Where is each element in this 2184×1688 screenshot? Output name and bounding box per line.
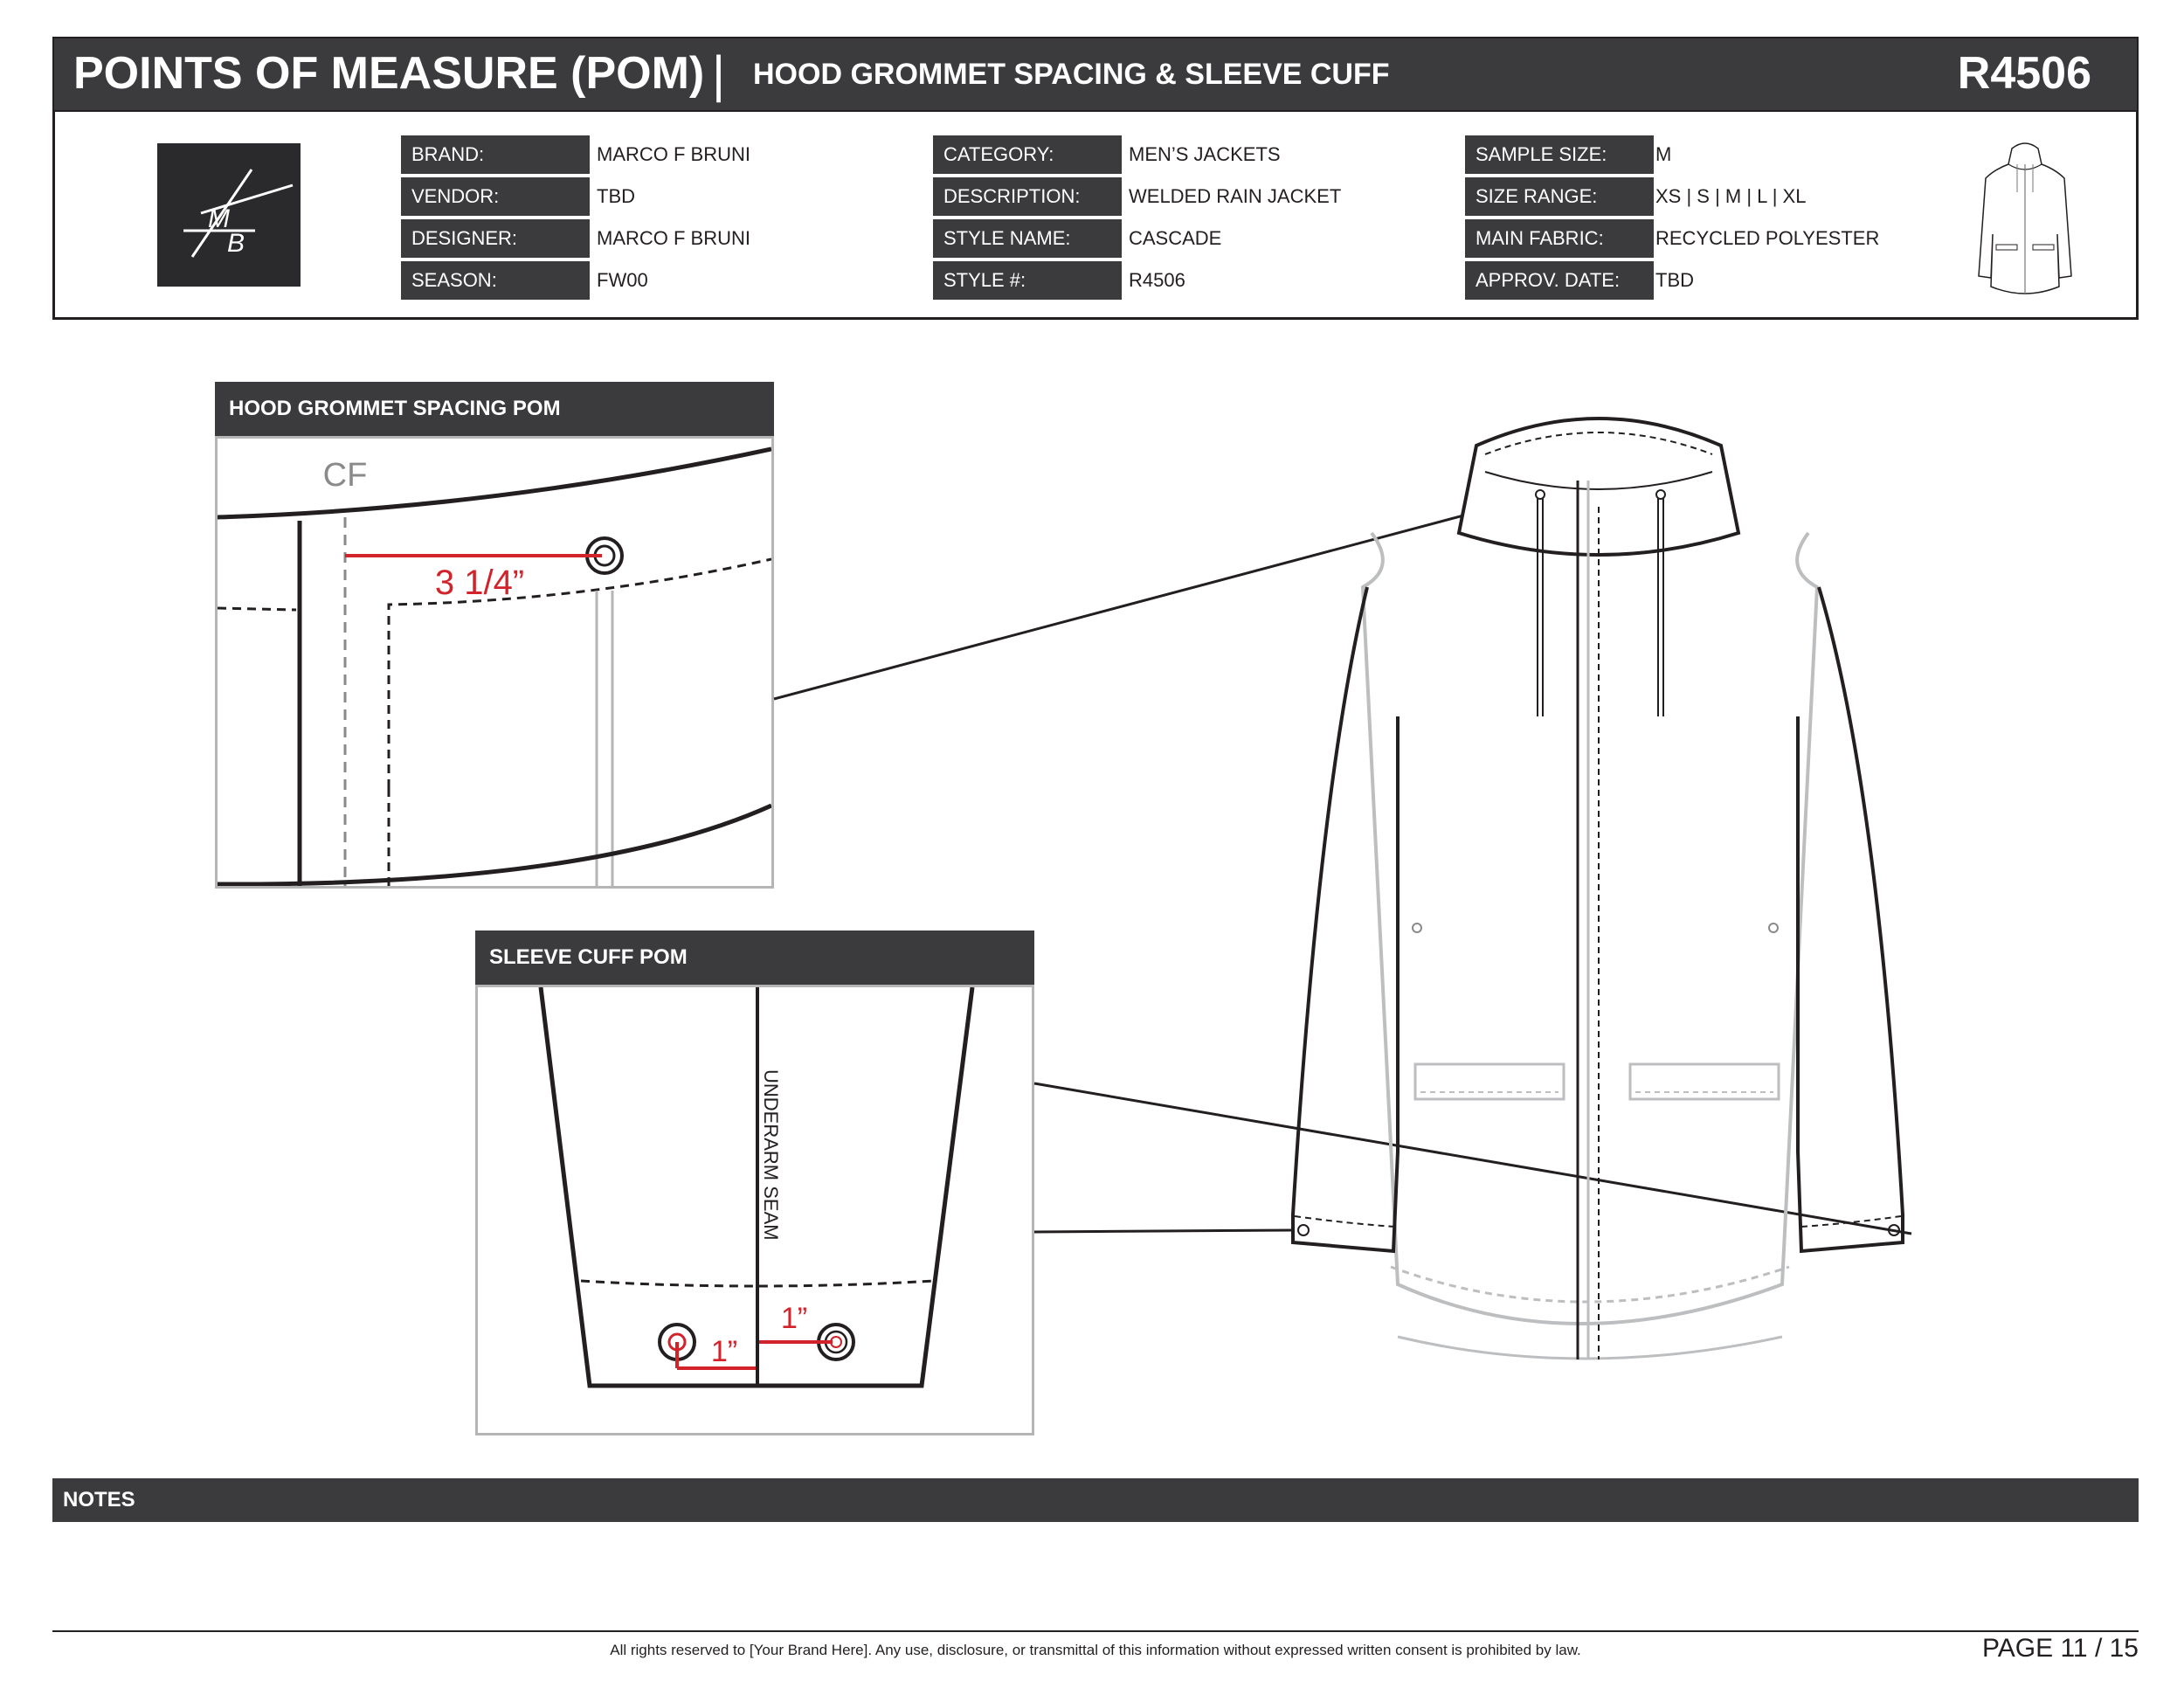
info-label: CATEGORY: [933,135,1122,174]
logo-letter-m: M [208,204,230,233]
cuff-callout-line [1034,1083,1911,1234]
info-value: MARCO F BRUNI [597,143,750,165]
info-label: MAIN FABRIC: [1465,219,1654,258]
info-label: SIZE RANGE: [1465,177,1654,216]
info-value: FW00 [597,269,648,291]
info-value: TBD [1655,269,1694,291]
footer-rights-text: All rights reserved to [Your Brand Here]. Any use, disclosure, or transmittal of this information without expressed written consent is prohibited by law. [610,1642,1581,1658]
info-value: XS | S | M | L | XL [1655,185,1807,207]
logo-letter-b: B [227,229,245,258]
info-value: WELDED RAIN JACKET [1129,185,1342,207]
info-value: M [1655,143,1672,165]
page-number: PAGE 11 / 15 [1982,1634,2139,1663]
info-label: SAMPLE SIZE: [1465,135,1654,174]
info-value: TBD [597,185,635,207]
footer-divider [52,1630,2139,1632]
cuff-measurement-left: 1” [710,1335,738,1368]
info-value: MEN’S JACKETS [1129,143,1281,165]
info-value: MARCO F BRUNI [597,227,750,249]
style-code: R4506 [1957,48,2091,99]
title-separator: | [712,46,726,103]
info-label: APPROV. DATE: [1465,261,1654,300]
info-label: VENDOR: [401,177,590,216]
info-label: STYLE #: [933,261,1122,300]
info-value: RECYCLED POLYESTER [1655,227,1880,249]
info-label: DESIGNER: [401,219,590,258]
underarm-seam-label: UNDERARM SEAM [760,1069,782,1241]
cuff-callout-line-left [1034,1230,1293,1232]
cuff-panel-title: SLEEVE CUFF POM [475,930,1034,985]
hood-callout-line [774,489,1562,699]
page-title: POINTS OF MEASURE (POM) [73,48,705,99]
notes-title: NOTES [52,1478,2139,1522]
info-label: STYLE NAME: [933,219,1122,258]
page-subtitle: HOOD GROMMET SPACING & SLEEVE CUFF [753,58,1390,91]
info-label: BRAND: [401,135,590,174]
hood-panel-title: HOOD GROMMET SPACING POM [215,382,774,436]
grommet-spacing-measurement: 3 1/4” [434,564,525,602]
info-value: CASCADE [1129,227,1222,249]
info-label: DESCRIPTION: [933,177,1122,216]
info-label: SEASON: [401,261,590,300]
cf-label: CF [322,457,368,494]
info-value: R4506 [1129,269,1185,291]
cuff-measurement-right: 1” [780,1302,808,1335]
